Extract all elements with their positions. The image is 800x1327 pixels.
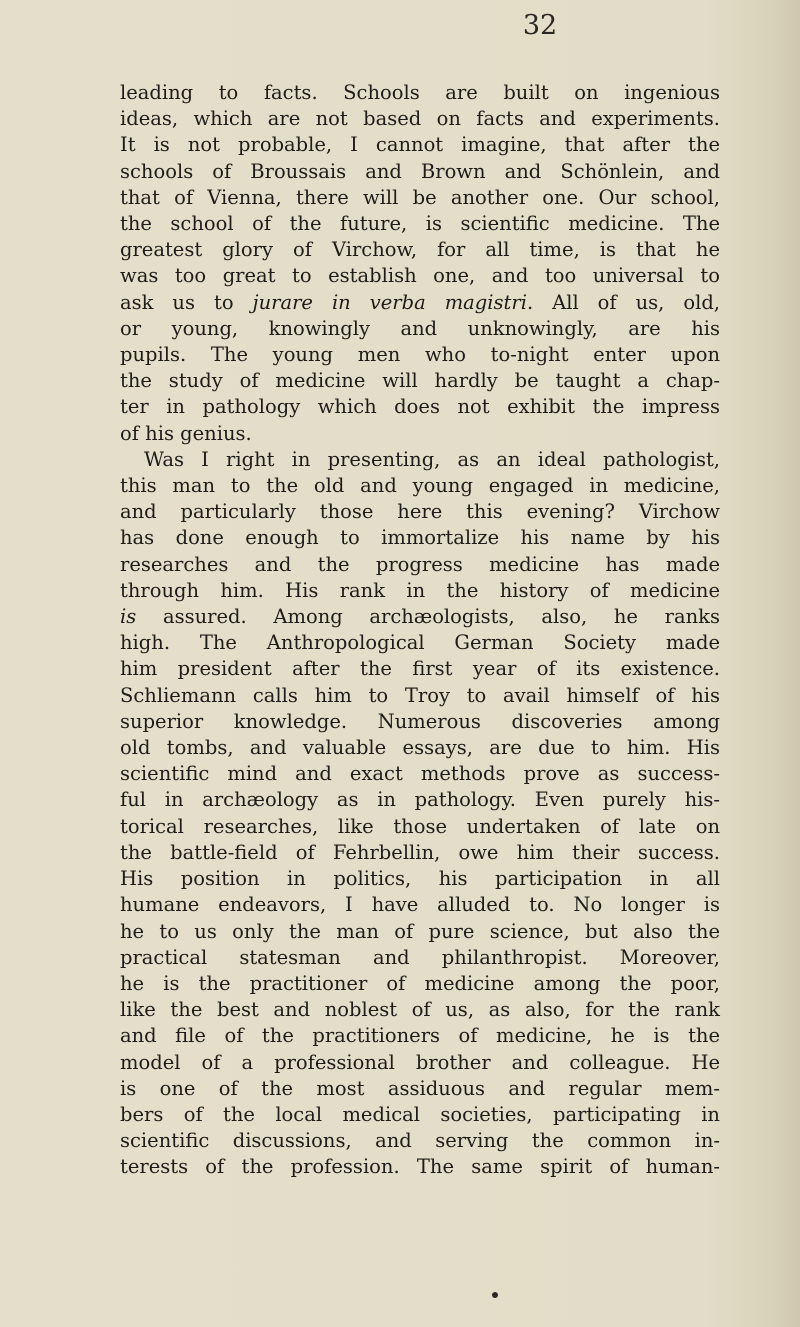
text-line bbox=[120, 1154, 720, 1180]
text-line bbox=[120, 971, 720, 997]
text-segment: ter in pathology which does not exhibit the impress bbox=[120, 395, 720, 419]
text-segment: researches and the progress medicine has made bbox=[120, 552, 720, 576]
text-segment: pupils. The young men who to-night enter upon bbox=[120, 343, 720, 367]
text-line bbox=[120, 106, 720, 132]
text-segment: . All of us, old, bbox=[526, 290, 721, 314]
text-segment: humane endeavors, I have alluded to. No longer is bbox=[120, 893, 720, 917]
text-segment: and file of the practitioners of medicine, he is the bbox=[120, 1024, 720, 1048]
text-segment: ask us to bbox=[120, 290, 253, 314]
text-segment: he to us only the man of pure science, but also the bbox=[120, 919, 720, 943]
text-line bbox=[120, 394, 720, 420]
text-line bbox=[120, 997, 720, 1023]
ink-speck bbox=[492, 1292, 498, 1298]
text-segment: torical researches, like those undertaken of late on bbox=[120, 814, 720, 838]
text-line bbox=[120, 368, 720, 394]
text-line bbox=[120, 342, 720, 368]
text-line bbox=[120, 787, 720, 813]
text-line bbox=[120, 447, 720, 473]
text-segment: through him. His rank in the history of medicine bbox=[120, 578, 720, 602]
italic-phrase: is bbox=[120, 605, 137, 629]
text-line bbox=[120, 1128, 720, 1154]
text-segment: old tombs, and valuable essays, are due to him. His bbox=[120, 736, 720, 760]
text-segment: Schliemann calls him to Troy to avail himself of his bbox=[120, 683, 720, 707]
text-segment: of his genius. bbox=[120, 421, 252, 445]
text-segment: ideas, which are not based on facts and experiments. bbox=[120, 107, 720, 131]
text-line bbox=[120, 185, 720, 211]
text-segment: has done enough to immortalize his name by his bbox=[120, 526, 720, 550]
text-line bbox=[120, 132, 720, 158]
text-segment: His position in politics, his participation in all bbox=[120, 867, 720, 891]
text-line bbox=[120, 237, 720, 263]
text-line bbox=[120, 159, 720, 185]
text-line bbox=[120, 473, 720, 499]
text-segment: or young, knowingly and unknowingly, are his bbox=[120, 316, 720, 340]
text-line bbox=[120, 1076, 720, 1102]
text-line bbox=[120, 945, 720, 971]
text-segment: superior knowledge. Numerous discoveries among bbox=[120, 709, 720, 733]
text-line bbox=[120, 211, 720, 237]
italic-phrase: jurare in verba magistri bbox=[252, 290, 527, 314]
text-segment: he is the practitioner of medicine among the poor, bbox=[120, 971, 720, 995]
text-line bbox=[120, 761, 720, 787]
text-segment: was too great to establish one, and too universal to bbox=[120, 264, 720, 288]
text-segment: greatest glory of Virchow, for all time, is that he bbox=[120, 238, 720, 262]
text-line bbox=[120, 630, 720, 656]
text-line bbox=[120, 1023, 720, 1049]
text-line bbox=[120, 656, 720, 682]
text-segment: model of a professional brother and colleague. He bbox=[120, 1050, 720, 1074]
text-segment: schools of Broussais and Brown and Schönlein, and bbox=[120, 159, 720, 183]
text-segment: and particularly those here this evening? Virchow bbox=[120, 500, 720, 524]
text-segment: him president after the first year of its existence. bbox=[120, 657, 720, 681]
text-segment: this man to the old and young engaged in medicine, bbox=[120, 474, 720, 498]
text-segment: the battle-field of Fehrbellin, owe him their success. bbox=[120, 840, 720, 864]
text-segment: the study of medicine will hardly be taught a chap- bbox=[120, 369, 720, 393]
text-line bbox=[120, 892, 720, 918]
text-segment: practical statesman and philanthropist. Moreover, bbox=[120, 945, 720, 969]
text-line bbox=[120, 1050, 720, 1076]
text-line bbox=[120, 80, 720, 106]
text-segment: assured. Among archæologists, also, he ranks bbox=[136, 605, 720, 629]
text-line bbox=[120, 578, 720, 604]
text-segment: Was I right in presenting, as an ideal pathologist, bbox=[144, 447, 720, 471]
text-segment: bers of the local medical societies, participating in bbox=[120, 1102, 720, 1126]
text-line bbox=[120, 735, 720, 761]
text-line bbox=[120, 866, 720, 892]
text-segment: ful in archæology as in pathology. Even purely his- bbox=[120, 788, 720, 812]
text-segment: the school of the future, is scientific medicine. The bbox=[120, 212, 720, 236]
text-segment: high. The Anthropological German Society made bbox=[120, 631, 720, 655]
text-line bbox=[120, 604, 720, 630]
text-line bbox=[120, 499, 720, 525]
text-segment: leading to facts. Schools are built on ingenious bbox=[120, 81, 720, 104]
text-segment: It is not probable, I cannot imagine, that after the bbox=[120, 133, 720, 157]
text-line bbox=[120, 552, 720, 578]
text-segment: scientific discussions, and serving the common in- bbox=[120, 1129, 720, 1153]
text-line bbox=[120, 263, 720, 289]
text-segment: is one of the most assiduous and regular mem- bbox=[120, 1076, 720, 1100]
text-line bbox=[120, 1102, 720, 1128]
text-line bbox=[120, 919, 720, 945]
text-line bbox=[120, 316, 720, 342]
text-segment: like the best and noblest of us, as also, for the rank bbox=[120, 998, 720, 1022]
text-line bbox=[120, 814, 720, 840]
text-segment: that of Vienna, there will be another one. Our school, bbox=[120, 185, 720, 209]
text-segment: scientific mind and exact methods prove as success- bbox=[120, 762, 720, 786]
body-text bbox=[120, 80, 720, 1181]
page-number: 32 bbox=[522, 10, 558, 41]
text-line bbox=[120, 840, 720, 866]
text-segment: terests of the profession. The same spirit of human- bbox=[120, 1155, 720, 1179]
text-line bbox=[120, 290, 720, 316]
text-line bbox=[120, 421, 720, 447]
text-line bbox=[120, 709, 720, 735]
text-line bbox=[120, 525, 720, 551]
text-line bbox=[120, 683, 720, 709]
